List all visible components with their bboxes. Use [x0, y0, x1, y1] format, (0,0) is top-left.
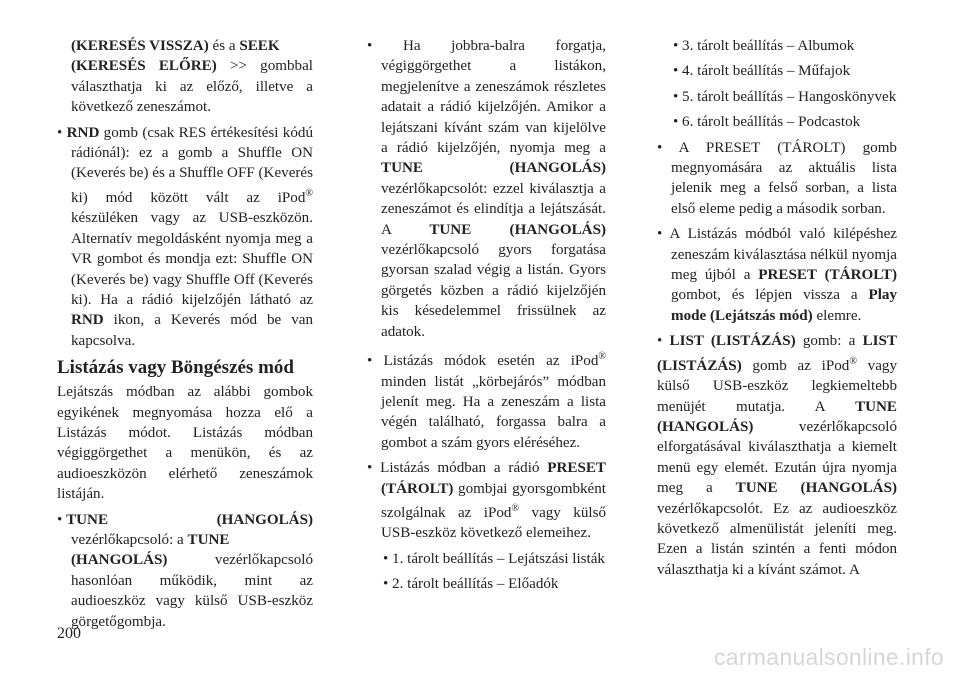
seek-label: SEEK [239, 38, 280, 54]
wraparound-bullet-item [367, 347, 606, 453]
text-run: gomb az iPod [741, 357, 850, 374]
preset-sub-item: • 3. tárolt beállítás – Albumok [673, 38, 855, 54]
bullet-glyph: • [57, 511, 63, 528]
tune-label: (HANGOLÁS) [71, 552, 168, 569]
watermark: carmanualsonline.info [713, 644, 944, 670]
left-column [57, 36, 313, 632]
seek-back-label: (KERESÉS VISSZA) [71, 38, 209, 54]
bullet-glyph: • [367, 38, 373, 54]
text-run: vezérlőkapcsoló elforgatásával kiválaszthatja a kiemelt menü egy elemét. Ezután újra nyomja meg a [657, 418, 897, 497]
page-number: 200 [57, 625, 81, 642]
preset-display-bullet-item [657, 138, 897, 220]
text-run: vezérlőkapcsoló [167, 552, 313, 569]
text-run: vagy külső USB-eszköz legkiemeltebb menüjét mutatja. A [657, 357, 897, 415]
text-run: gombot, és lépjen vissza a [671, 287, 869, 304]
text-run: vezérlőkapcsolót: ezzel kiválasztja a zeneszámot és elindítja a lejátszását. A [381, 180, 606, 238]
tune-label: TUNE (HANGOLÁS) [657, 398, 897, 435]
registered-mark: ® [305, 187, 313, 199]
bullet-glyph: • [657, 226, 663, 243]
seek-forward-label: (KERESÉS ELŐRE) [71, 58, 217, 75]
rotate-bullet-item [367, 36, 606, 342]
text-run: vezérlőkapcsoló: a [71, 531, 188, 548]
preset-sub-item: • 5. tárolt beállítás – Hangoskönyvek [673, 88, 897, 105]
text-run: gomb (csak RES értékesítési kódú rádiónál): ez a gomb a Shuffle ON (Keverés be) és a Shuffle OFF (Keverés ki) mód között vált az iPod [71, 124, 313, 206]
play-mode-label: Play mode (Lejátszás mód) [671, 287, 897, 324]
text-run: gombjai gyorsgombként szolgálnak az iPod [381, 480, 606, 521]
tune-label: TUNE [187, 531, 230, 548]
tune-label: (HANGOLÁS) [216, 511, 313, 528]
bullet-glyph: • [657, 139, 663, 156]
text-run: ikon, a Keverés mód be van kapcsolva. [71, 312, 313, 349]
preset-sub-item: • 1. tárolt beállítás – Lejátszási listák [383, 550, 605, 567]
registered-mark: ® [511, 502, 520, 514]
bullet-glyph: • [57, 124, 63, 141]
tune-label: TUNE (HANGOLÁS) [381, 160, 606, 177]
registered-mark: ® [598, 351, 606, 363]
text-run: hasonlóan működik, mint az audioeszköz vagy külső USB-eszköz görgetőgombja. [71, 572, 313, 630]
text-run: minden listát „körbejárós” módban jelenít meg. Ha a zeneszám a lista végén található, forgassa balra a gombot a szám gyors eléréséhez. [381, 373, 606, 451]
rnd-label: RND [66, 124, 100, 141]
list-button-bullet-item [657, 331, 897, 580]
list-label: LIST (LISTÁZÁS) [657, 333, 897, 374]
preset-bullet-item [367, 458, 606, 544]
rnd-bullet-item [57, 123, 313, 352]
text-run: A PRESET (TÁROLT) gomb megnyomására az aktuális lista jelenik meg a felső sorban, a lista első eleme pedig a második sorban. [671, 139, 897, 217]
text-run: készüléken vagy az USB-eszközön. Alternatív megoldásként nyomja meg a VR gombot és mondja ezt: Shuffle ON (Keverés be) vagy Shuffle Off (Keverés ki). Ha a rádió kijelzőjén látható az [71, 210, 313, 308]
preset-sub-item: • 2. tárolt beállítás – Előadók [383, 576, 559, 593]
exit-list-bullet-item [657, 224, 897, 326]
list-label: LIST (LISTÁZÁS) [669, 333, 796, 350]
preset-label: PRESET (TÁROLT) [758, 267, 897, 284]
tune-label: TUNE (HANGOLÁS) [735, 480, 897, 497]
bullet-glyph: • [367, 460, 373, 477]
right-column [657, 36, 897, 580]
registered-mark: ® [849, 355, 857, 367]
text-run: választhatja ki az előző, illetve a következő zeneszámot. [71, 78, 313, 116]
bullet-glyph: • [657, 333, 663, 350]
rnd-label: RND [71, 312, 104, 329]
text-run: Listázás módok esetén az iPod [383, 353, 599, 370]
text-run: A Listázás módból való kilépéshez zeneszám kiválasztása nélkül nyomja meg újból a [669, 226, 897, 284]
section-heading: Listázás vagy Böngészés mód [57, 357, 294, 379]
intro-paragraph: Lejátszás módban az alábbi gombok egyikének megnyomása hozza elő a Listázás módot. Listázás módban végiggörgethet a menükön, és az audioeszközön elérhető zeneszámok listáján. [57, 384, 313, 503]
preset-sub-item: • 6. tárolt beállítás – Podcastok [673, 114, 861, 131]
text-run: gomb: a [795, 333, 863, 350]
preset-label: PRESET (TÁROLT) [381, 460, 606, 497]
text-run: vagy külső USB-eszköz következő elemeihez. [381, 505, 606, 542]
tune-bullet-item [57, 510, 313, 632]
text-run: >> gombbal [216, 58, 313, 75]
tune-label: TUNE (HANGOLÁS) [429, 221, 606, 238]
preset-sub-item: • 4. tárolt beállítás – Műfajok [673, 63, 851, 80]
text-run: vezérlőkapcsoló gyors forgatása gyorsan szalad végig a listán. Gyors görgetés közben a rádió kijelzőjén kis késedelemmel frissülnek az adatok. [381, 242, 606, 340]
text-run: Listázás módban a rádió [380, 460, 548, 477]
seek-paragraph [57, 36, 313, 118]
text-run: és a [208, 38, 240, 54]
middle-column [367, 36, 606, 595]
tune-label: TUNE [66, 511, 109, 528]
text-run: vezérlőkapcsolót. Ez az audioeszköz következő almenülistát jeleníti meg. Ezen a listán szintén a fenti módon választhatja ki a kívánt számot. A [657, 500, 897, 578]
text-run: Ha jobbra-balra forgatja, végiggörgethet a listákon, megjelenítve a zeneszámok részletes adatait a rádió kijelzőjén. Amikor a lejátszani kívánt szám van kijelölve a rádió kijelzőjén, nyomja meg a [381, 38, 606, 157]
text-run: elemre. [812, 307, 862, 324]
bullet-glyph: • [367, 353, 373, 370]
